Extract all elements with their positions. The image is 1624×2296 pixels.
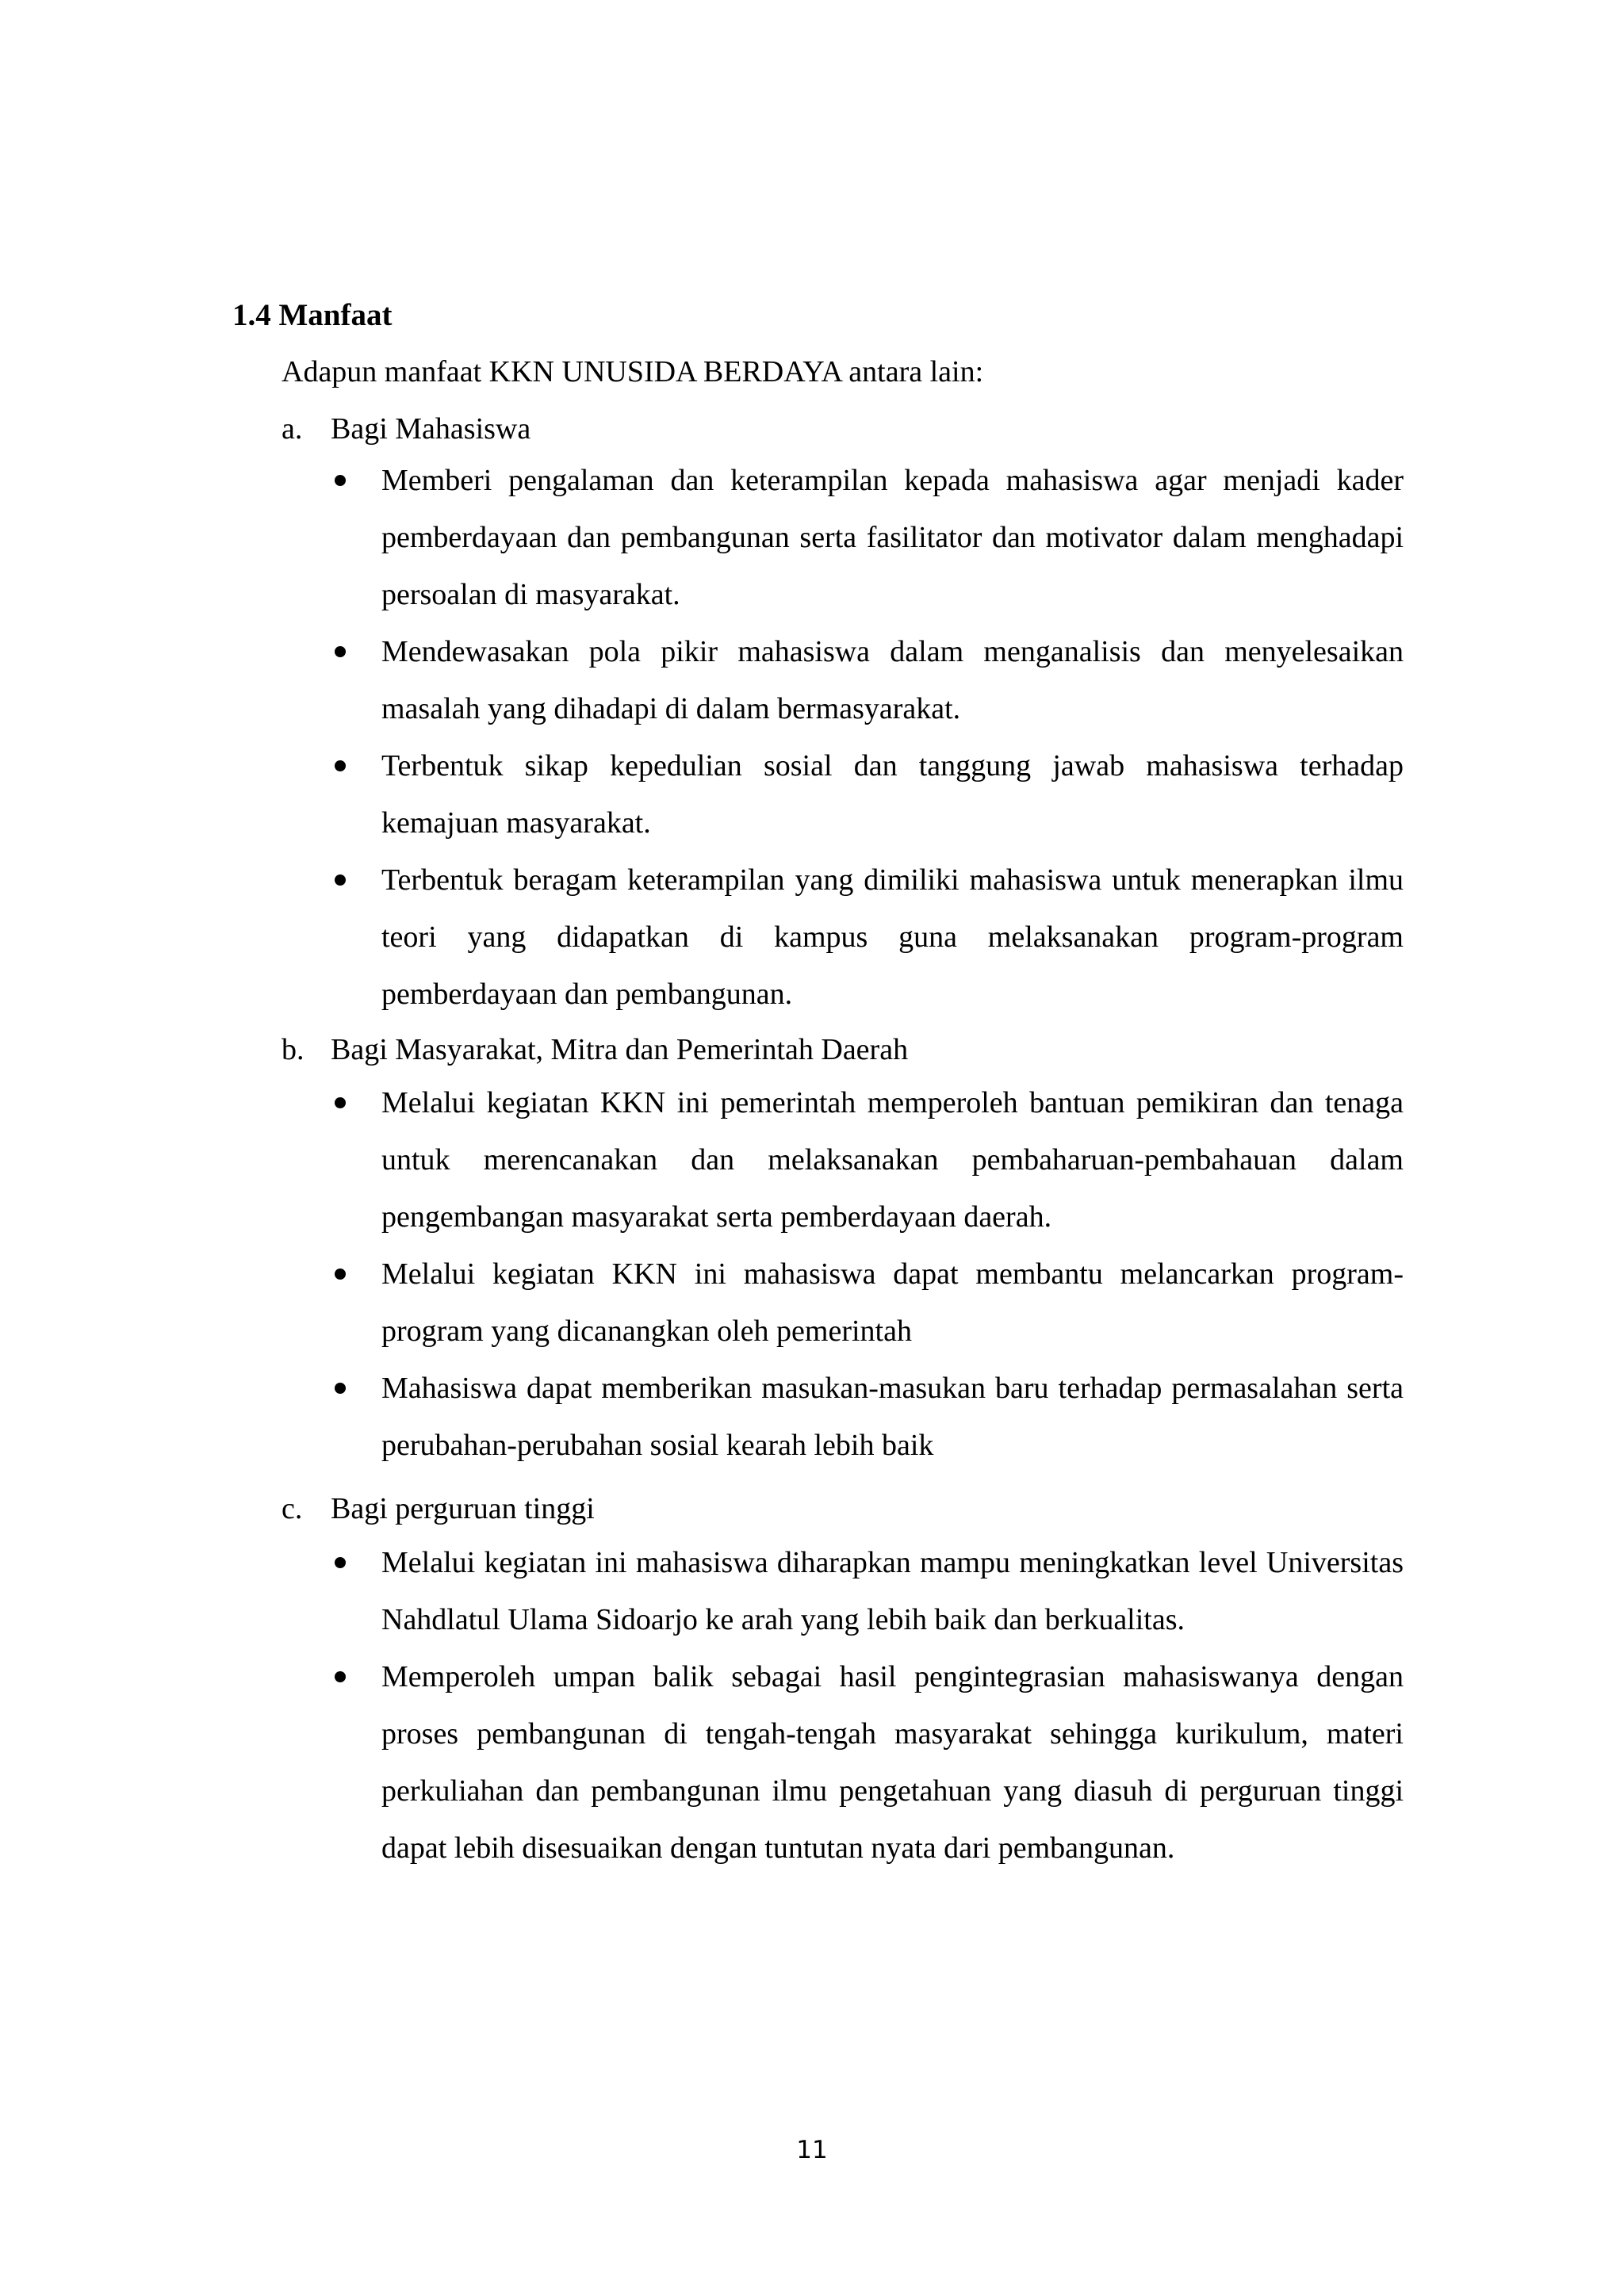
- bullet-icon: [335, 760, 346, 771]
- section-a-title: Bagi Mahasiswa: [331, 412, 531, 446]
- list-item-text: Melalui kegiatan KKN ini mahasiswa dapat membantu melancarkan program-program yang dicanangkan oleh pemerintah: [381, 1257, 1404, 1348]
- section-b-bullet-list: [329, 1074, 1404, 1474]
- list-item-text: Terbentuk beragam keterampilan yang dimiliki mahasiswa untuk menerapkan ilmu teori yang didapatkan di kampus guna melaksanakan program-program pemberdayaan dan pembangunan.: [381, 863, 1404, 1011]
- list-item-text: Mahasiswa dapat memberikan masukan-masukan baru terhadap permasalahan serta perubahan-perubahan sosial kearah lebih baik: [381, 1372, 1404, 1462]
- intro-text: Adapun manfaat KKN UNUSIDA BERDAYA antara lain:: [282, 355, 984, 388]
- list-item: [329, 1360, 1404, 1474]
- bullet-icon: [335, 1383, 346, 1394]
- bullet-icon: [335, 874, 346, 886]
- list-item: [329, 737, 1404, 851]
- bullet-icon: [335, 475, 346, 486]
- list-item-text: Memberi pengalaman dan keterampilan kepada mahasiswa agar menjadi kader pemberdayaan dan pembangunan serta fasilitator dan motivator dalam menghadapi persoalan di masyarakat.: [381, 464, 1404, 611]
- section-c-letter: c.: [282, 1492, 303, 1525]
- bullet-icon: [335, 1269, 346, 1280]
- bullet-icon: [335, 1671, 346, 1682]
- section-a-bullet-list: [329, 452, 1404, 1023]
- section-b-title: Bagi Masyarakat, Mitra dan Pemerintah Daerah: [331, 1033, 909, 1066]
- section-heading: 1.4 Manfaat: [232, 298, 393, 332]
- list-item: [329, 623, 1404, 737]
- list-item: [329, 851, 1404, 1023]
- list-item-text: Melalui kegiatan KKN ini pemerintah memperoleh bantuan pemikiran dan tenaga untuk merencanakan dan melaksanakan pembaharuan-pembahauan dalam pengembangan masyarakat serta pemberdayaan daerah.: [381, 1086, 1404, 1234]
- list-item: [329, 1648, 1404, 1877]
- list-item-text: Mendewasakan pola pikir mahasiswa dalam menganalisis dan menyelesaikan masalah yang dihadapi di dalam bermasyarakat.: [381, 635, 1404, 725]
- section-c-label: [282, 1487, 595, 1531]
- section-c-bullet-list: [329, 1534, 1404, 1877]
- section-a-letter: a.: [282, 412, 303, 446]
- list-item-text: Melalui kegiatan ini mahasiswa diharapkan mampu meningkatkan level Universitas Nahdlatul Ulama Sidoarjo ke arah yang lebih baik dan berkualitas.: [381, 1546, 1404, 1636]
- section-b-label: [282, 1027, 908, 1072]
- bullet-icon: [335, 1097, 346, 1108]
- list-item-text: Memperoleh umpan balik sebagai hasil pengintegrasian mahasiswanya dengan proses pembangunan di tengah-tengah masyarakat sehingga kurikulum, materi perkuliahan dan pembangunan ilmu pengetahuan yang diasuh di perguruan tinggi dapat lebih disesuaikan dengan tuntutan nyata dari pembangunan.: [381, 1660, 1404, 1865]
- list-item-text: Terbentuk sikap kepedulian sosial dan tanggung jawab mahasiswa terhadap kemajuan masyarakat.: [381, 749, 1404, 840]
- bullet-icon: [335, 1557, 346, 1568]
- bullet-icon: [335, 646, 346, 657]
- list-item: [329, 1246, 1404, 1360]
- list-item: [329, 1074, 1404, 1246]
- page-number: 11: [796, 2136, 828, 2164]
- list-item: [329, 452, 1404, 623]
- section-a-label: [282, 407, 530, 451]
- section-b-letter: b.: [282, 1033, 304, 1066]
- list-item: [329, 1534, 1404, 1648]
- section-c-title: Bagi perguruan tinggi: [331, 1492, 595, 1525]
